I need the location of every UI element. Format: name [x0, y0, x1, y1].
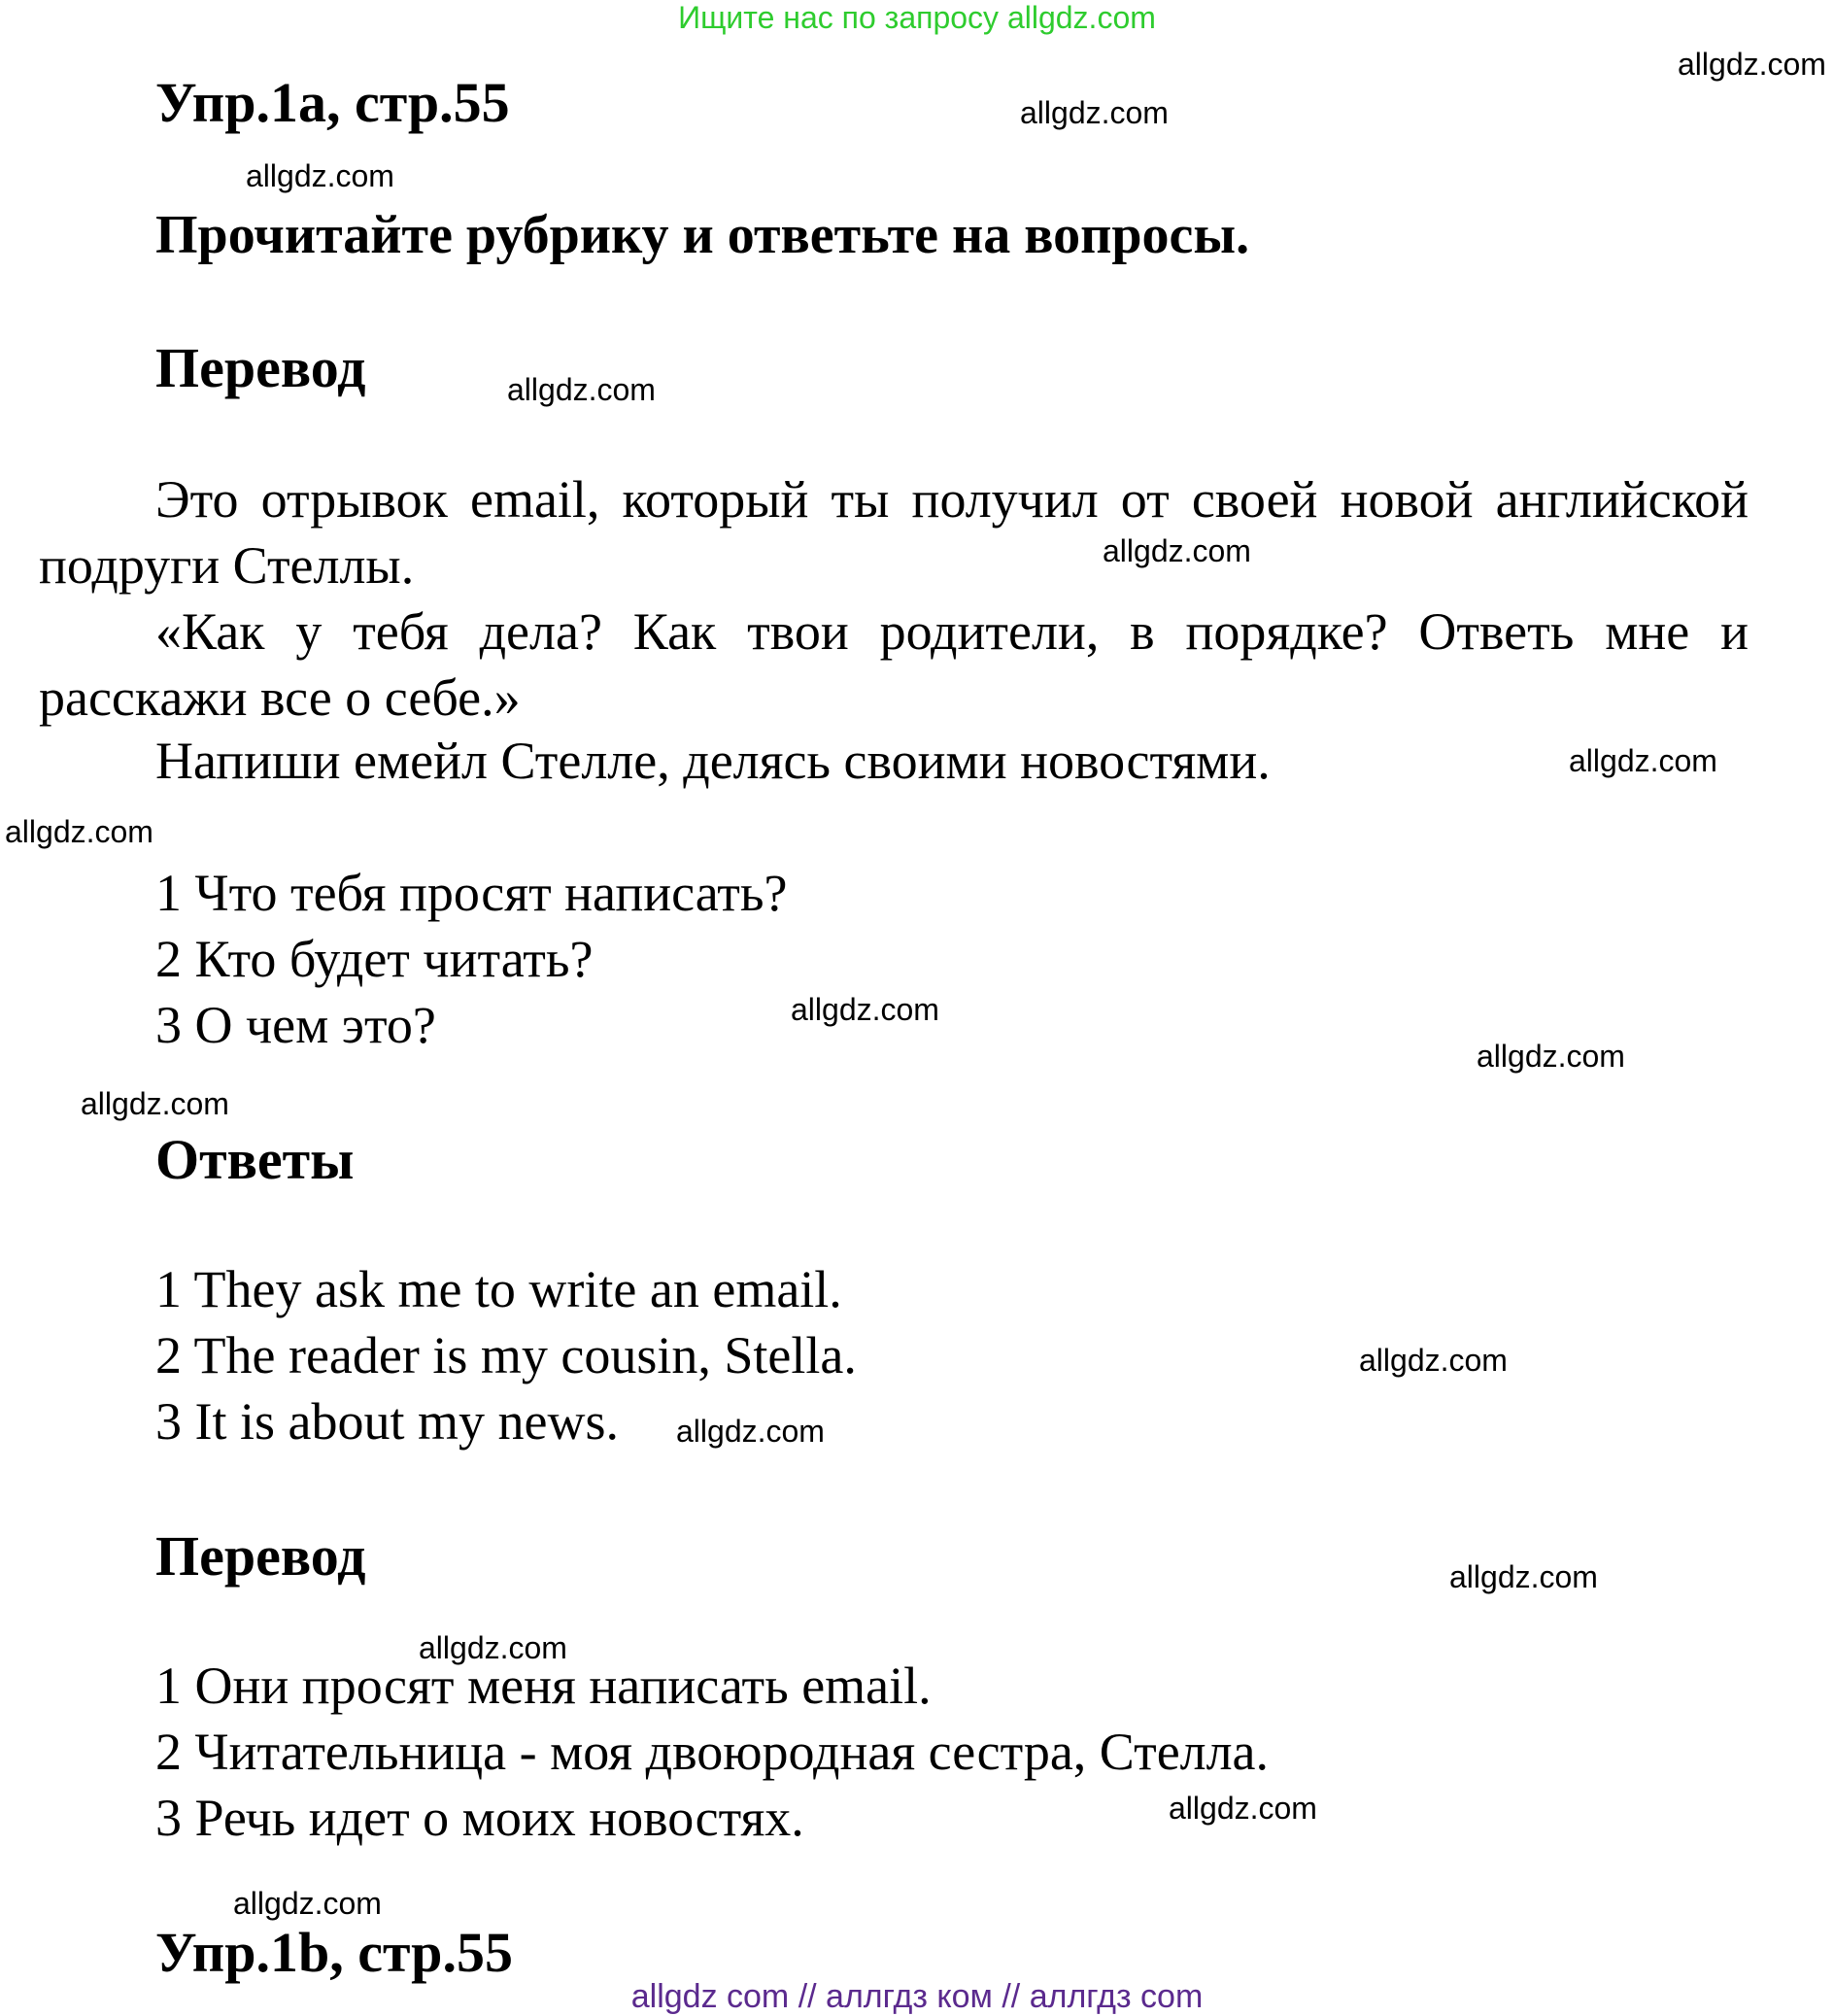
section-heading-answers: Ответы — [155, 1128, 355, 1191]
answer-item: 2 The reader is my cousin, Stella. — [155, 1326, 857, 1384]
watermark: allgdz.com — [1449, 1559, 1598, 1594]
watermark: allgdz.com — [676, 1414, 825, 1449]
watermark: allgdz.com — [1477, 1039, 1625, 1074]
question-item: 1 Что тебя просят написать? — [155, 864, 788, 922]
watermark: allgdz.com — [1020, 95, 1169, 130]
watermark: allgdz.com — [1569, 743, 1717, 778]
top-banner[interactable]: Ищите нас по запросу allgdz.com — [678, 0, 1156, 35]
section-heading-translation: Перевод — [155, 336, 366, 399]
watermark: allgdz.com — [1359, 1343, 1508, 1378]
answer-item: 3 It is about my news. — [155, 1392, 619, 1451]
section-heading-translation: Перевод — [155, 1524, 366, 1588]
watermark: allgdz.com — [1103, 533, 1251, 568]
watermark: allgdz.com — [81, 1086, 229, 1121]
watermark: allgdz.com — [233, 1886, 382, 1921]
translation-item: 2 Читательница - моя двоюродная сестра, Стелла. — [155, 1723, 1270, 1781]
watermark: allgdz.com — [791, 992, 939, 1027]
paragraph: «Как у тебя дела? Как твои родители, в порядке? Ответь мне и расскажи все о себе.» — [39, 602, 1749, 727]
answer-item: 1 They ask me to write an email. — [155, 1260, 842, 1318]
watermark: allgdz.com — [1169, 1791, 1317, 1826]
translation-item: 3 Речь идет о моих новостях. — [155, 1789, 804, 1847]
watermark: allgdz.com — [5, 814, 153, 849]
translation-item: 1 Они просят меня написать email. — [155, 1657, 932, 1715]
watermark: allgdz.com — [507, 372, 656, 407]
question-item: 3 О чем это? — [155, 996, 436, 1054]
exercise-title: Упр.1a, стр.55 — [155, 71, 510, 134]
watermark: allgdz.com — [419, 1630, 567, 1665]
paragraph: Это отрывок email, который ты получил от своей новой английской подруги Стеллы. — [39, 470, 1749, 595]
question-item: 2 Кто будет читать? — [155, 930, 594, 988]
paragraph: Напиши емейл Стелле, делясь своими новостями. — [155, 732, 1271, 790]
watermark: allgdz.com — [1678, 47, 1826, 82]
exercise-instruction: Прочитайте рубрику и ответьте на вопросы. — [155, 205, 1250, 265]
footer-links[interactable]: allgdz com // аллгдз ком // аллгдз com — [630, 1978, 1204, 2015]
watermark: allgdz.com — [246, 158, 394, 193]
exercise-title: Упр.1b, стр.55 — [155, 1921, 513, 1984]
